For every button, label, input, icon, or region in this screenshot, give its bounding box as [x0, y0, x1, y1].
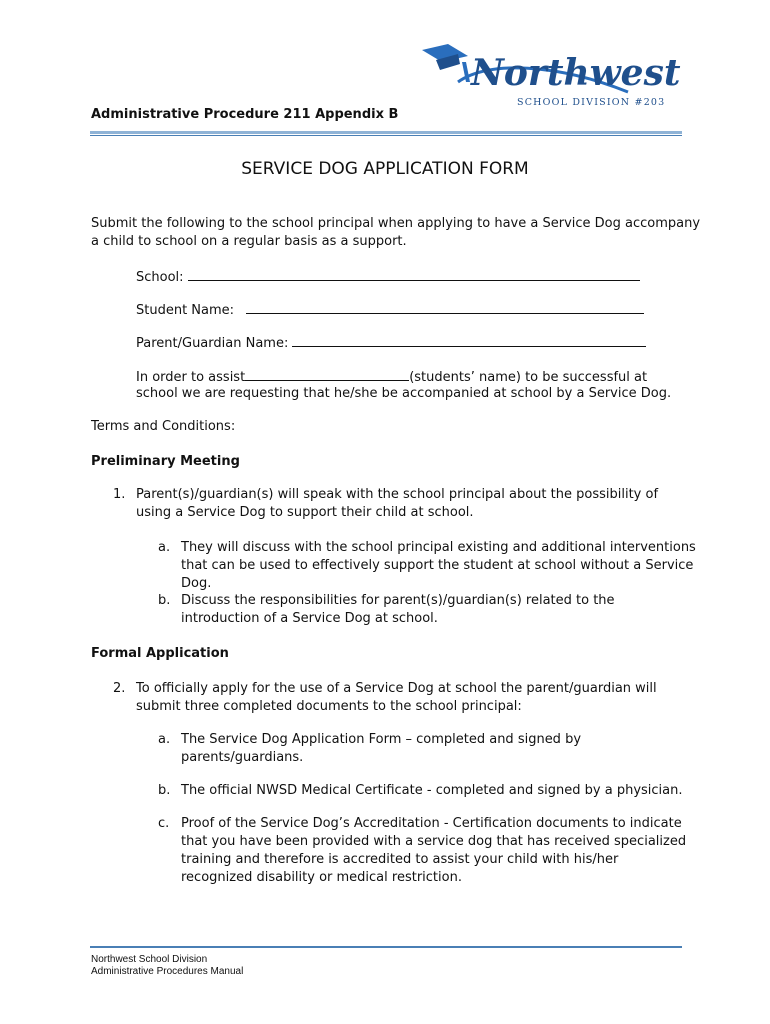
header-rule-thin [90, 135, 682, 136]
item-2-line-2: submit three completed documents to the school principal: [136, 699, 522, 714]
school-input-line[interactable] [188, 267, 640, 281]
procedure-title: Administrative Procedure 211 Appendix B [91, 107, 399, 122]
item-1-line-2: using a Service Dog to support their child at school. [136, 505, 474, 520]
intro-line-1: Submit the following to the school principal when applying to have a Service Dog accompany [91, 216, 701, 231]
logo-subtitle: SCHOOL DIVISION #203 [517, 97, 666, 108]
formal-application-heading: Formal Application [91, 646, 229, 661]
student-name-label: Student Name: [136, 303, 235, 318]
item-2c-label: c. [158, 816, 170, 831]
assist-student-name-line[interactable] [245, 367, 409, 381]
parent-name-label: Parent/Guardian Name: [136, 336, 289, 351]
student-name-field[interactable] [136, 300, 644, 320]
assist-suffix: (students’ name) to be successful at [409, 370, 648, 385]
item-1a-line-2: that can be used to effectively support the student at school without a Service [181, 558, 694, 573]
parent-name-input-line[interactable] [292, 333, 646, 347]
parent-name-field[interactable] [136, 333, 646, 353]
item-1-line-1: Parent(s)/guardian(s) will speak with the school principal about the possibility of [136, 487, 659, 502]
assist-prefix: In order to assist [136, 370, 246, 385]
item-1b-line-2: introduction of a Service Dog at school. [181, 611, 438, 626]
terms-label: Terms and Conditions: [91, 419, 236, 434]
header-rule [90, 131, 682, 134]
form-title: SERVICE DOG APPLICATION FORM [241, 159, 529, 179]
item-2c-line-4: recognized disability or medical restriction. [181, 870, 462, 885]
item-2-line-1: To officially apply for the use of a Service Dog at school the parent/guardian will [136, 681, 657, 696]
item-1a-line-1: They will discuss with the school principal existing and additional interventions [181, 540, 696, 555]
item-2b-line-1: The official NWSD Medical Certificate - completed and signed by a physician. [181, 783, 683, 798]
item-1a-label: a. [158, 540, 171, 555]
item-2c-line-1: Proof of the Service Dog’s Accreditation - Certification documents to indicate [181, 816, 682, 831]
preliminary-meeting-heading: Preliminary Meeting [91, 454, 240, 469]
item-1-number: 1. [113, 487, 126, 502]
item-1a-line-3: Dog. [181, 576, 212, 591]
assist-line-1 [136, 367, 647, 387]
footer-line-2: Administrative Procedures Manual [91, 966, 244, 977]
item-2-number: 2. [113, 681, 126, 696]
assist-line-2: school we are requesting that he/she be accompanied at school by a Service Dog. [136, 386, 672, 401]
item-2a-line-1: The Service Dog Application Form – completed and signed by [181, 732, 582, 747]
logo-wordmark: Northwest [471, 52, 681, 94]
item-1b-line-1: Discuss the responsibilities for parent(s)/guardian(s) related to the [181, 593, 615, 608]
item-2a-line-2: parents/guardians. [181, 750, 304, 765]
school-field[interactable] [136, 267, 640, 287]
item-2c-line-2: that you have been provided with a service dog that has received specialized [181, 834, 687, 849]
item-2a-label: a. [158, 732, 171, 747]
item-2b-label: b. [158, 783, 171, 798]
item-2c-line-3: training and therefore is accredited to assist your child with his/her [181, 852, 619, 867]
intro-line-2: a child to school on a regular basis as a support. [91, 234, 407, 249]
student-name-input-line[interactable] [246, 300, 644, 314]
item-1b-label: b. [158, 593, 171, 608]
footer-rule [90, 946, 682, 948]
school-label: School: [136, 270, 184, 285]
footer-line-1: Northwest School Division [91, 954, 208, 965]
